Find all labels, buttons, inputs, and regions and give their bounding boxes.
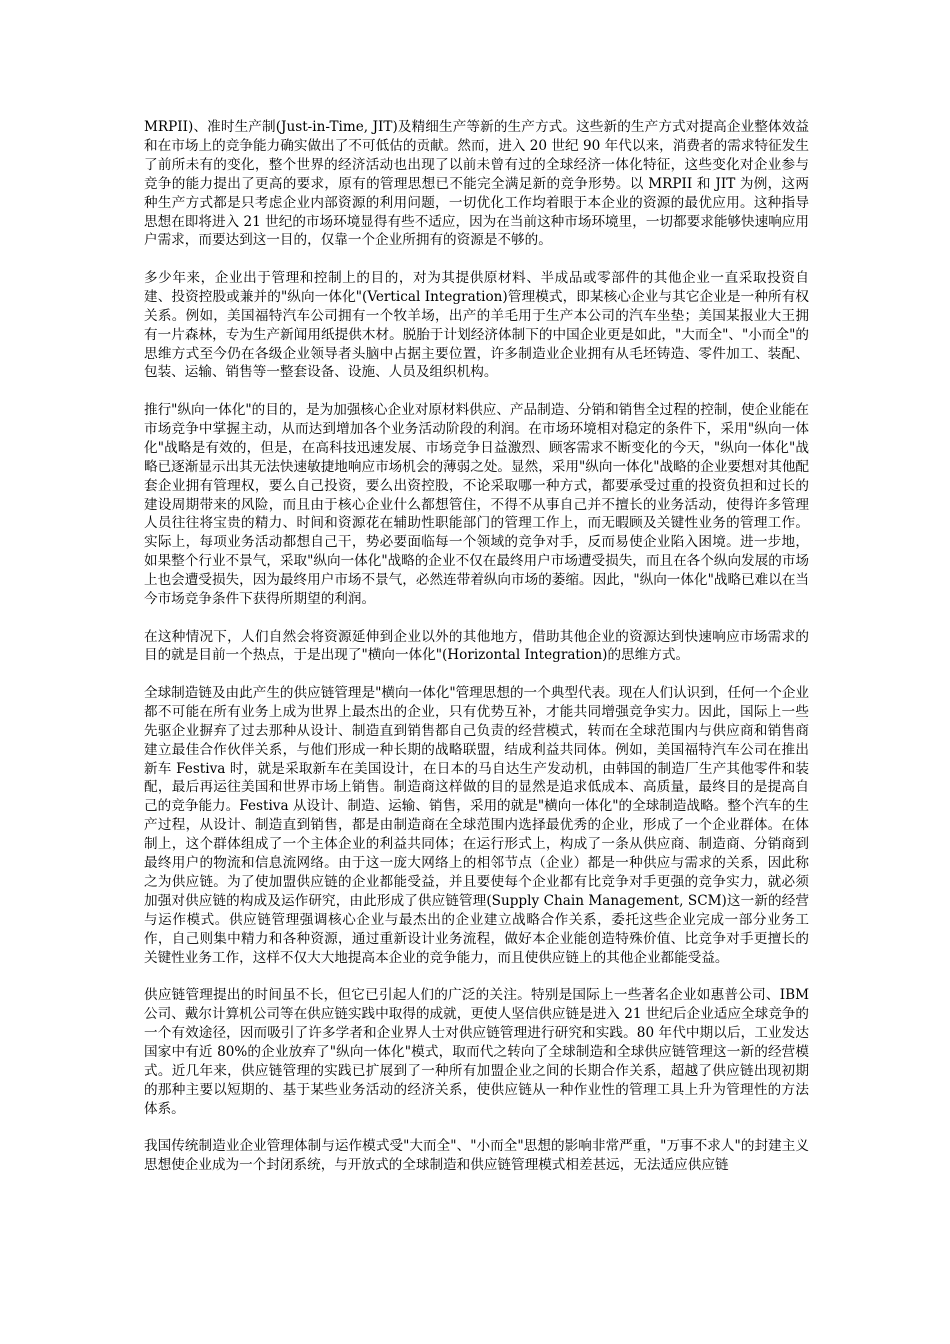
paragraph-5: 全球制造链及由此产生的供应链管理是"横向一体化"管理思想的一个典型代表。现在人们认识到，任何一个企业都不可能在所有业务上成为世界上最杰出的企业，只有优势互补，才能共同增强竞争实力。因此，国际上一些先驱企业摒弃了过去那种从设计、制造直到销售都自己负责的经营模式，转而在全球范围内与供应商和销售商建立最佳合作伙伴关系，与他们形成一种长期的战略联盟，结成利益共同体。例如，美国福特汽车公司在推出新车 Festiva 时，就是采取新车在美国设计，在日本的马自达生产发动机，由韩国的制造厂生产其他零件和装配，最后再运往美国和世界市场上销售。制造商这样做的目的显然是追求低成本、高质量，最终目的是提高自己的竞争能力。Festiva 从设计、制造、运输、销售，采用的就是"横向一体化"的全球制造战略。整个汽车的生产过程，从设计、制造直到销售，都是由制造商在全球范围内选择最优秀的企业，形成了一个企业群体。在体制上，这个群体组成了一个主体企业的利益共同体；在运行形式上，构成了一条从供应商、制造商、分销商到最终用户的物流和信息流网络。由于这一庞大网络上的相邻节点（企业）都是一种供应与需求的关系，因此称之为供应链。为了使加盟供应链的企业都能受益，并且要使每个企业都有比竞争对手更强的竞争实力，就必须加强对供应链的构成及运作研究，由此形成了供应链管理(Supply Chain Management, SCM)这一新的经营与运作模式。供应链管理强调核心企业与最杰出的企业建立战略合作关系，委托这些企业完成一部分业务工作，自己则集中精力和各种资源，通过重新设计业务流程，做好本企业能创造特殊价值、比竞争对手更擅长的关键性业务工作，这样不仅大大地提高本企业的竞争能力，而且使供应链上的其他企业都能受益。 (144, 684, 810, 966)
paragraph-3: 推行"纵向一体化"的目的，是为加强核心企业对原材料供应、产品制造、分销和销售全过程的控制，使企业能在市场竞争中掌握主动，从而达到增加各个业务活动阶段的利润。在市场环境相对稳定的条件下，采用"纵向一体化"战略是有效的，但是，在高科技迅速发展、市场竞争日益激烈、顾客需求不断变化的今天，"纵向一体化"战略已逐渐显示出其无法快速敏捷地响应市场机会的薄弱之处。显然，采用"纵向一体化"战略的企业要想对其他配套企业拥有管理权，要么自己投资，要么出资控股，不论采取哪一种方式，都要承受过重的投资负担和过长的建设周期带来的风险，而且由于核心企业什么都想管住，不得不从事自己并不擅长的业务活动，使得许多管理人员往往将宝贵的精力、时间和资源花在辅助性职能部门的管理工作上，而无暇顾及关键性业务的管理工作。实际上，每项业务活动都想自己干，势必要面临每一个领域的竞争对手，反而易使企业陷入困境。进一步地，如果整个行业不景气，采取"纵向一体化"战略的企业不仅在最终用户市场遭受损失，而且在各个纵向发展的市场上也会遭受损失，因为最终用户市场不景气，必然连带着纵向市场的萎缩。因此，"纵向一体化"战略已难以在当今市场竞争条件下获得所期望的利润。 (144, 401, 810, 608)
paragraph-7: 我国传统制造业企业管理体制与运作模式受"大而全"、"小而全"思想的影响非常严重，"万事不求人"的封建主义思想使企业成为一个封闭系统，与开放式的全球制造和供应链管理模式相差甚远，无法适应供应链 (144, 1138, 809, 1173)
paragraph-6: 供应链管理提出的时间虽不长，但它已引起人们的广泛的关注。特别是国际上一些著名企业如惠普公司、IBM 公司、戴尔计算机公司等在供应链实践中取得的成就，更使人坚信供应链是进入 21 世纪后企业适应全球竞争的一个有效途径，因而吸引了许多学者和企业界人士对供应链管理进行研究和实践。80 年代中期以后，工业发达国家中有近 80%的企业放弃了"纵向一体化"模式，取而代之转向了全球制造和全球供应链管理这一新的经营模式。近几年来，供应链管理的实践已扩展到了一种所有加盟企业之间的长期合作关系，超越了供应链出现初期的那种主要以短期的、基于某些业务活动的经济关系，使供应链从一种作业性的管理工具上升为管理性的方法体系。 (144, 987, 809, 1117)
paragraph-2: 多少年来，企业出于管理和控制上的目的，对为其提供原材料、半成品或零部件的其他企业一直采取投资自建、投资控股或兼并的"纵向一体化"(Vertical Integration)管理模式，即某核心企业与其它企业是一种所有权关系。例如，美国福特汽车公司拥有一个牧羊场，出产的羊毛用于生产本公司的汽车坐垫；美国某报业大王拥有一片森林，专为生产新闻用纸提供木材。脱胎于计划经济体制下的中国企业更是如此，"大而全"、"小而全"的思维方式至今仍在各级企业领导者头脑中占据主要位置，许多制造业企业拥有从毛坯铸造、零件加工、装配、包装、运输、销售等一整套设备、设施、人员及组织机构。 (144, 269, 809, 381)
document-page (144, 118, 809, 1175)
paragraph-4: 在这种情况下，人们自然会将资源延伸到企业以外的其他地方，借助其他企业的资源达到快速响应市场需求的目的就是目前一个热点，于是出现了"横向一体化"(Horizontal Integration)的思维方式。 (144, 628, 809, 664)
paragraph-1: MRPII)、准时生产制(Just-in-Time, JIT)及精细生产等新的生产方式。这些新的生产方式对提高企业整体效益和在市场上的竞争能力确实做出了不可低估的贡献。然而，进入 20 世纪 90 年代以来，消费者的需求特征发生了前所未有的变化，整个世界的经济活动也出现了以前未曾有过的全球经济一体化特征，这些变化对企业参与竞争的能力提出了更高的要求，原有的管理思想已不能完全满足新的竞争形势。以 MRPII 和 JIT 为例，这两种生产方式都是只考虑企业内部资源的利用问题，一切优化工作均着眼于本企业的资源的最优应用。这种指导思想在即将进入 21 世纪的市场环境显得有些不适应，因为在当前这种市场环境里，一切都要求能够快速响应用户需求，而要达到这一目的，仅靠一个企业所拥有的资源是不够的。 (144, 119, 809, 249)
